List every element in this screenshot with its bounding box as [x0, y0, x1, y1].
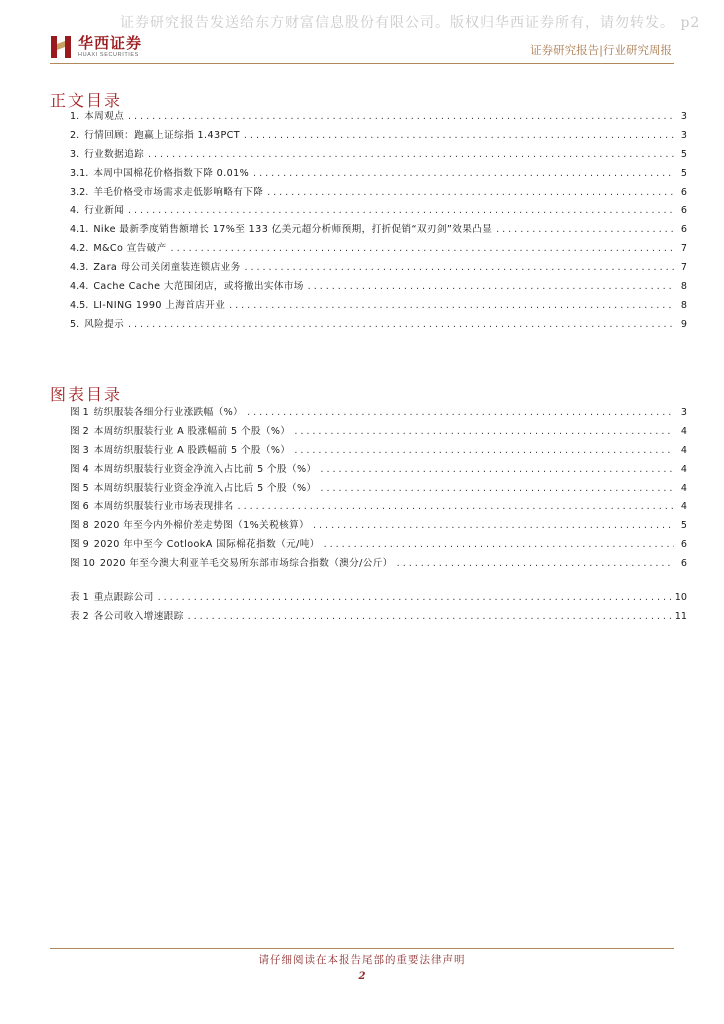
toc-entry-number: 3.1.: [70, 167, 89, 179]
toc-dot-leader: [127, 316, 674, 335]
toc-entry-page: 4: [680, 425, 687, 437]
toc-entry-number: 4.1.: [70, 224, 89, 236]
toc-entry-number: 2.: [70, 129, 80, 141]
toc-entry[interactable]: [70, 461, 687, 480]
toc-entry-number: 图 5: [70, 482, 89, 494]
toc-entry[interactable]: [70, 278, 687, 297]
toc-entry[interactable]: [70, 608, 687, 627]
toc-entry-number: 4.: [70, 205, 80, 217]
toc-entry[interactable]: [70, 259, 687, 278]
toc-entry-title: 2020 年至今内外棉价差走势图（1%关税核算）: [93, 520, 310, 532]
toc-entry-page: 5: [680, 167, 687, 179]
toc-entry-page: 6: [680, 224, 687, 236]
toc-entry-title: 行业数据追踪: [84, 148, 145, 160]
legal-disclaimer: 请仔细阅读在本报告尾部的重要法律声明: [258, 954, 466, 966]
toc-entry-title: 行业新闻: [84, 205, 125, 217]
toc-dot-leader: [396, 555, 674, 574]
toc-entry-page: 5: [680, 520, 687, 532]
toc-entry[interactable]: [70, 589, 687, 608]
table-toc-list: [70, 589, 687, 627]
toc-dot-leader: [266, 184, 674, 203]
toc-entry-number: 图 6: [70, 501, 89, 513]
toc-dot-leader: [170, 240, 674, 259]
toc-dot-leader: [495, 221, 674, 240]
toc-entry[interactable]: [70, 404, 687, 423]
toc-entry-number: 4.4.: [70, 281, 89, 293]
toc-entry[interactable]: [70, 316, 687, 335]
toc-entry-number: 3.2.: [70, 186, 89, 198]
toc-entry-title: LI-NING 1990 上海首店开业: [93, 299, 226, 311]
toc-dot-leader: [157, 589, 672, 608]
company-logo: [50, 34, 142, 60]
toc-dot-leader: [323, 536, 674, 555]
toc-entry-page: 10: [674, 592, 687, 603]
toc-entry[interactable]: [70, 165, 687, 184]
toc-dot-leader: [246, 404, 674, 423]
toc-entry-title: 重点跟踪公司: [93, 592, 154, 603]
toc-entry-title: 本周观点: [84, 111, 125, 122]
toc-entry[interactable]: [70, 221, 687, 240]
main-toc-title: 正文目录: [50, 91, 123, 110]
toc-dot-leader: [320, 461, 674, 480]
toc-entry-title: 本周纺织服装行业资金净流入占比后 5 个股（%）: [93, 482, 317, 494]
toc-dot-leader: [244, 259, 674, 278]
toc-dot-leader: [320, 480, 674, 499]
huaxi-logo-icon: [50, 34, 72, 60]
toc-entry[interactable]: [70, 202, 687, 221]
toc-entry-title: Cache Cache 大范围闭店，或将撤出实体市场: [93, 281, 304, 293]
toc-entry-number: 表 1: [70, 592, 89, 603]
toc-dot-leader: [307, 278, 674, 297]
toc-dot-leader: [127, 202, 674, 221]
toc-entry-title: 本周纺织服装行业 A 股跌幅前 5 个股（%）: [93, 444, 291, 456]
report-type-label: 证券研究报告|行业研究周报: [530, 43, 672, 57]
toc-entry[interactable]: [70, 108, 687, 127]
toc-entry-number: 3.: [70, 148, 80, 160]
toc-entry-number: 图 2: [70, 425, 89, 437]
logo-english-name: HUAXI SECURITIES: [78, 52, 139, 58]
logo-chinese-name: 华西证券: [78, 34, 143, 52]
toc-dot-leader: [312, 517, 674, 536]
toc-dot-leader: [293, 423, 674, 442]
toc-entry-number: 4.3.: [70, 262, 89, 274]
toc-dot-leader: [127, 108, 674, 127]
toc-entry-page: 9: [680, 318, 687, 330]
toc-entry-page: 11: [674, 610, 687, 622]
toc-entry-number: 表 2: [70, 610, 89, 622]
toc-entry-title: 2020 年中至今 CotlookA 国际棉花指数（元/吨）: [93, 539, 320, 551]
watermark-text: 证券研究报告发送给东方财富信息股份有限公司。版权归华西证券所有，请勿转发。 p2: [120, 15, 701, 31]
toc-entry[interactable]: [70, 480, 687, 499]
toc-entry-title: 2020 年至今澳大利亚羊毛交易所东部市场综合指数（澳分/公斤）: [99, 558, 393, 570]
toc-entry[interactable]: [70, 127, 687, 146]
toc-entry-page: 4: [680, 463, 687, 475]
toc-entry-page: 3: [680, 129, 687, 141]
toc-entry-page: 6: [680, 205, 687, 217]
toc-entry[interactable]: [70, 297, 687, 316]
toc-entry-page: 3: [680, 111, 687, 122]
header-divider: [50, 63, 674, 64]
toc-entry-number: 图 8: [70, 520, 89, 532]
toc-entry-page: 8: [680, 299, 687, 311]
main-toc-list: [70, 108, 687, 335]
toc-entry-page: 7: [680, 262, 687, 274]
toc-entry-page: 5: [680, 148, 687, 160]
toc-entry-page: 6: [680, 539, 687, 551]
toc-dot-leader: [243, 127, 674, 146]
toc-entry-number: 5.: [70, 318, 80, 330]
toc-entry-title: 本周纺织服装行业 A 股涨幅前 5 个股（%）: [93, 425, 291, 437]
toc-entry-page: 4: [680, 444, 687, 456]
toc-entry-number: 图 9: [70, 539, 89, 551]
toc-entry-title: 羊毛价格受市场需求走低影响略有下降: [93, 186, 264, 198]
toc-entry[interactable]: [70, 240, 687, 259]
toc-entry[interactable]: [70, 423, 687, 442]
toc-entry-title: 各公司收入增速跟踪: [93, 610, 184, 622]
toc-entry-page: 6: [680, 186, 687, 198]
toc-dot-leader: [228, 297, 674, 316]
toc-entry-title: 本周纺织服装行业市场表现排名: [93, 501, 234, 513]
toc-entry-title: M&Co 宣告破产: [93, 243, 167, 255]
toc-entry-title: 风险提示: [84, 318, 125, 330]
toc-entry-title: Nike 最新季度销售额增长 17%至 133 亿美元超分析师预期，打折促销“双刃剑”效果凸显: [93, 224, 493, 236]
toc-entry[interactable]: [70, 498, 687, 517]
toc-entry-number: 图 1: [70, 407, 89, 418]
toc-dot-leader: [252, 165, 674, 184]
toc-entry[interactable]: [70, 517, 687, 536]
toc-entry-number: 4.5.: [70, 299, 89, 311]
toc-dot-leader: [147, 146, 674, 165]
toc-entry-number: 图 4: [70, 463, 89, 475]
figure-toc-list: [70, 404, 687, 574]
toc-entry-page: 3: [680, 407, 687, 418]
toc-entry-title: 纺织服装各细分行业涨跌幅（%）: [93, 407, 244, 418]
toc-entry-number: 4.2.: [70, 243, 89, 255]
page-number: 2: [358, 971, 366, 982]
toc-entry-page: 6: [680, 558, 687, 570]
toc-entry[interactable]: [70, 555, 687, 574]
toc-entry[interactable]: [70, 442, 687, 461]
toc-entry-page: 4: [680, 482, 687, 494]
toc-entry-title: 本周纺织服装行业资金净流入占比前 5 个股（%）: [93, 463, 317, 475]
toc-entry-page: 4: [680, 501, 687, 513]
toc-entry-title: 行情回顾：跑赢上证综指 1.43PCT: [84, 129, 241, 141]
toc-dot-leader: [293, 442, 674, 461]
toc-entry[interactable]: [70, 184, 687, 203]
toc-entry-number: 图 3: [70, 444, 89, 456]
toc-dot-leader: [187, 608, 672, 627]
toc-entry-number: 图 10: [70, 558, 95, 570]
footer-divider: [50, 948, 674, 949]
toc-dot-leader: [237, 498, 674, 517]
toc-entry-page: 8: [680, 281, 687, 293]
toc-entry-number: 1.: [70, 111, 80, 122]
toc-entry-title: 本周中国棉花价格指数下降 0.01%: [93, 167, 250, 179]
toc-entry[interactable]: [70, 536, 687, 555]
toc-entry-page: 7: [680, 243, 687, 255]
toc-entry-title: Zara 母公司关闭童装连锁店业务: [93, 262, 241, 274]
toc-entry[interactable]: [70, 146, 687, 165]
figure-toc-title: 图表目录: [50, 385, 123, 404]
